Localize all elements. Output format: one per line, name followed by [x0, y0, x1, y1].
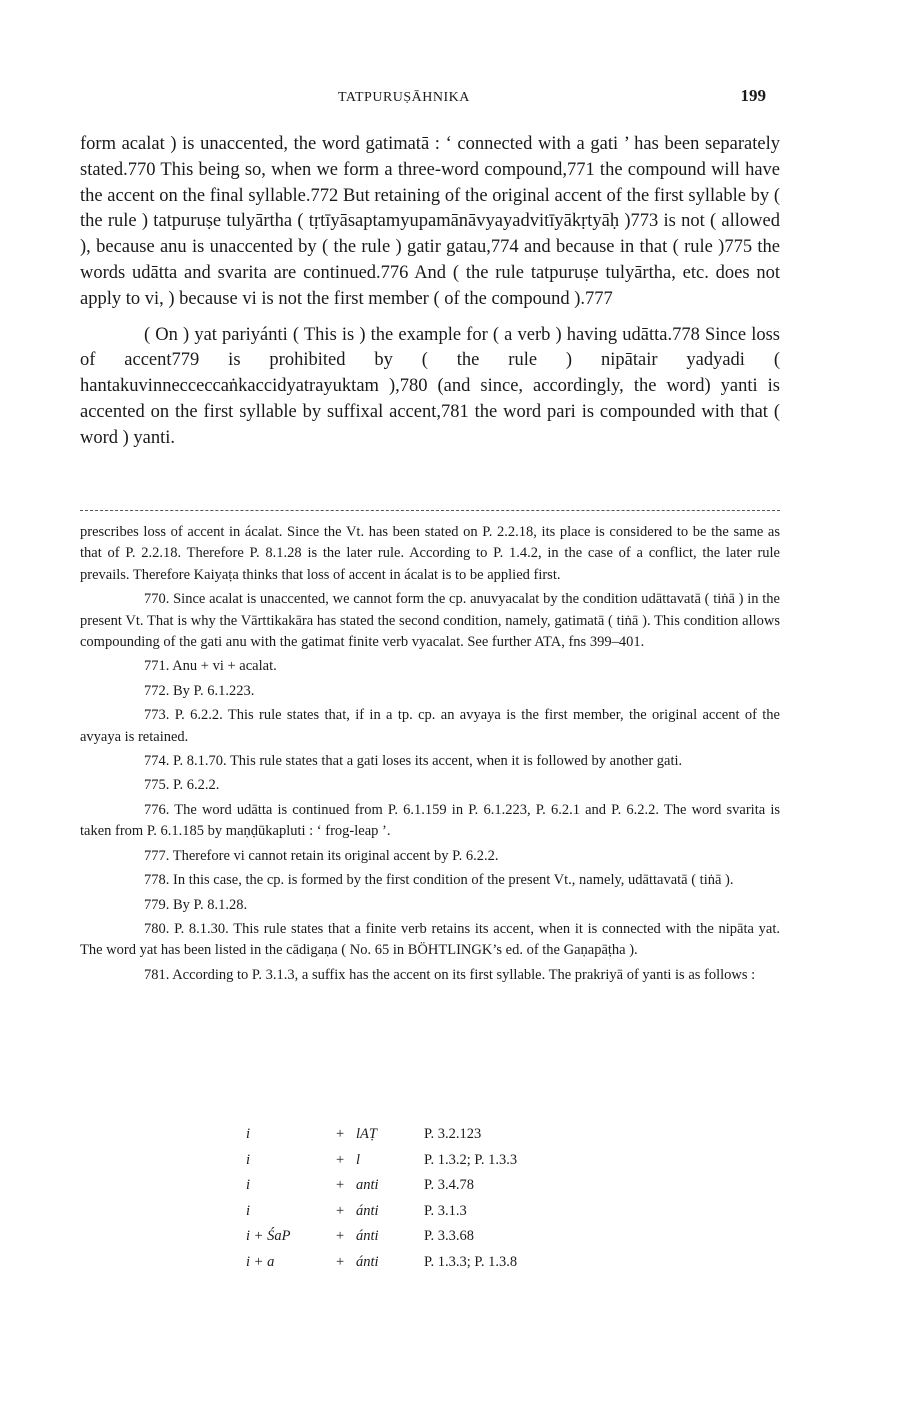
prakriya-ref: P. 3.3.68	[424, 1228, 474, 1244]
running-head: TATPURUṢĀHNIKA	[338, 90, 470, 105]
footnote-774: 774. P. 8.1.70. This rule states that a gati loses its accent, when it is followed by another gati.	[144, 753, 683, 770]
plus-sign: +	[336, 1177, 345, 1193]
plus-sign: +	[336, 1126, 345, 1142]
table-row	[246, 1228, 584, 1254]
footnote-777: 777. Therefore vi cannot retain its original accent by P. 6.2.2.	[144, 847, 499, 864]
footnote-780: 780. P. 8.1.30. This rule states that a finite verb retains its accent, when it is connected with the nipāta yat. The word yat has been listed in the cādigaṇa ( No. 65 in BÖHTLINGK’s ed. of the Gaṇapāṭha ).	[80, 920, 780, 959]
plus-sign: +	[336, 1253, 345, 1270]
plus-sign: +	[336, 1202, 345, 1219]
main-paragraph-2: ( On ) yat pariyánti ( This is ) the example for ( a verb ) having udātta.778 Since loss of accent779 is prohibited by ( the rule ) nipātair yadyadi ( hantakuvinnecceccaṅkaccidyatrayuktam ),780 (and since, accordingly, the word) yanti is accented on the first syllable by suffixal accent,781 the word pari is compounded with that ( word ) yanti.	[80, 324, 780, 448]
prakriya-base: i + ŚaP	[246, 1228, 291, 1244]
table-row	[246, 1152, 584, 1178]
footnote-770: 770. Since acalat is unaccented, we cannot form the cp. anuvyacalat by the condition udāttavatā ( tiṅā ) in the present Vt. That is why the Vārttikakāra has stated the second condition, namely, gatimatā ( tiṅā ). This condition allows compounding of the gati anu with the gatimat finite verb vyacalat. See further ATA, fns 399–401.	[80, 591, 780, 651]
prakriya-base: i	[246, 1177, 251, 1193]
footnote-778: 778. In this case, the cp. is formed by the first condition of the present Vt., namely, udāttavatā ( tiṅā ).	[144, 872, 734, 889]
prakriya-term: ánti	[356, 1228, 379, 1244]
table-row	[246, 1203, 584, 1229]
table-row	[246, 1177, 584, 1203]
table-row	[246, 1254, 584, 1280]
prakriya-ref: P. 3.2.123	[424, 1126, 482, 1142]
prakriya-base: i	[246, 1126, 251, 1142]
footnotes	[80, 522, 780, 989]
prakriya-term: lAṬ	[356, 1126, 377, 1142]
prakriya-base: i	[246, 1202, 251, 1219]
main-text	[80, 132, 780, 452]
footnote-772: 772. By P. 6.1.223.	[144, 682, 255, 699]
main-paragraph-1: form acalat ) is unaccented, the word gatimatā : ‘ connected with a gati ’ has been separately stated.770 This being so, when we form a three-word compound,771 the compound will have the accent on the final syllable.772 But retaining of the original accent of the first syllable by ( the rule ) tatpuruṣe tulyārtha ( tṛtīyāsaptamyupamānāvyayadvitīyākṛtyāḥ )773 is not ( allowed ), because anu is unaccented by ( the rule ) gatir gatau,774 and because in that ( rule )775 the words udātta and svarita are continued.776 And ( the rule tatpuruṣe tulyārtha, etc. does not apply to vi, ) because vi is not the first member ( of the compound ).777	[80, 134, 780, 309]
footnote-continuation: prescribes loss of accent in ácalat. Since the Vt. has been stated on P. 2.2.18, its place is considered to be the same as that of P. 2.2.18. Therefore P. 8.1.28 is the later rule. According to P. 1.4.2, in the case of a conflict, the later rule prevails. Therefore Kaiyaṭa thinks that loss of accent in ácalat is to be applied first.	[80, 524, 780, 583]
prakriya-term: l	[356, 1151, 361, 1168]
prakriya-base: i	[246, 1151, 251, 1168]
prakriya-table	[246, 1126, 584, 1279]
prakriya-ref: P. 3.1.3	[424, 1202, 467, 1219]
prakriya-ref: P. 1.3.2; P. 1.3.3	[424, 1151, 518, 1168]
page-header	[80, 86, 780, 112]
table-row	[246, 1126, 584, 1152]
footnote-773: 773. P. 6.2.2. This rule states that, if in a tp. cp. an avyaya is the first member, the original accent of the avyaya is retained.	[80, 707, 780, 745]
footnote-775: 775. P. 6.2.2.	[144, 777, 220, 794]
footnote-771: 771. Anu + vi + acalat.	[144, 658, 277, 675]
plus-sign: +	[336, 1228, 345, 1244]
footnote-781: 781. According to P. 3.1.3, a suffix has the accent on its first syllable. The prakriyā of yanti is as follows :	[144, 966, 756, 983]
footnote-779: 779. By P. 8.1.28.	[144, 896, 248, 913]
prakriya-base: i + a	[246, 1253, 275, 1270]
plus-sign: +	[336, 1151, 345, 1168]
prakriya-term: anti	[356, 1177, 379, 1193]
footnote-776: 776. The word udātta is continued from P. 6.1.159 in P. 6.1.223, P. 6.2.1 and P. 6.2.2. The word svarita is taken from P. 6.1.185 by maṇḍūkapluti : ‘ frog-leap ’.	[80, 801, 780, 840]
prakriya-ref: P. 3.4.78	[424, 1177, 474, 1193]
prakriya-ref: P. 1.3.3; P. 1.3.8	[424, 1253, 518, 1270]
footnote-separator	[80, 510, 780, 511]
prakriya-term: ánti	[356, 1202, 379, 1219]
prakriya-term: ánti	[356, 1253, 379, 1270]
page-number: 199	[740, 86, 766, 105]
